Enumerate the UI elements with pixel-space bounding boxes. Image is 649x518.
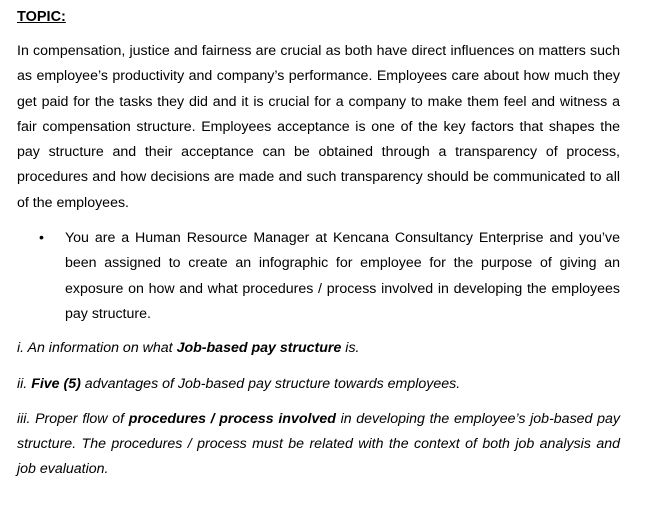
task-item-3-bold: procedures / process involved (128, 410, 336, 427)
topic-heading: TOPIC: (17, 9, 66, 25)
task-item-2-prefix: ii. (17, 375, 32, 392)
task-item-1-suffix: is. (341, 340, 360, 357)
task-item-2-bold: Five (5) (31, 375, 81, 392)
task-item-1-bold: Job-based pay structure (176, 340, 342, 357)
task-item-2-suffix: advantages of Job-based pay structure towards employees. (80, 375, 461, 392)
intro-paragraph: In compensation, justice and fairness are crucial as both have direct influences on matters such as employee’s productivity and company’s performance. Employees care about how much they get paid for the tasks they did and it is crucial for a company to make them feel and witness a fair compensation structure. Employees acceptance is one of the key factors that shapes the pay structure and their acceptance can be obtained through a transparency of process, procedures and how decisions are made and such transparency should be communicated to all of the employees. (17, 43, 620, 211)
task-item-2 (17, 372, 620, 397)
task-item-3 (17, 407, 620, 483)
task-item-3-suffix: in developing the employee’s job-based pay structure. The procedures / process must be related with the context of both job analysis and job evaluation. (17, 410, 620, 478)
task-item-1-prefix: i. An information on what (17, 340, 177, 357)
document (17, 7, 620, 483)
bullet-icon: • (39, 230, 44, 247)
task-item-1 (17, 336, 620, 361)
bullet-text: You are a Human Resource Manager at Kencana Consultancy Enterprise and you’ve been assigned to create an infographic for employee for the purpose of giving an exposure on how and what procedures / process involved in developing the employees pay structure. (65, 230, 620, 322)
task-item-3-prefix: iii. Proper flow of (17, 410, 129, 427)
bullet-item (17, 226, 620, 327)
